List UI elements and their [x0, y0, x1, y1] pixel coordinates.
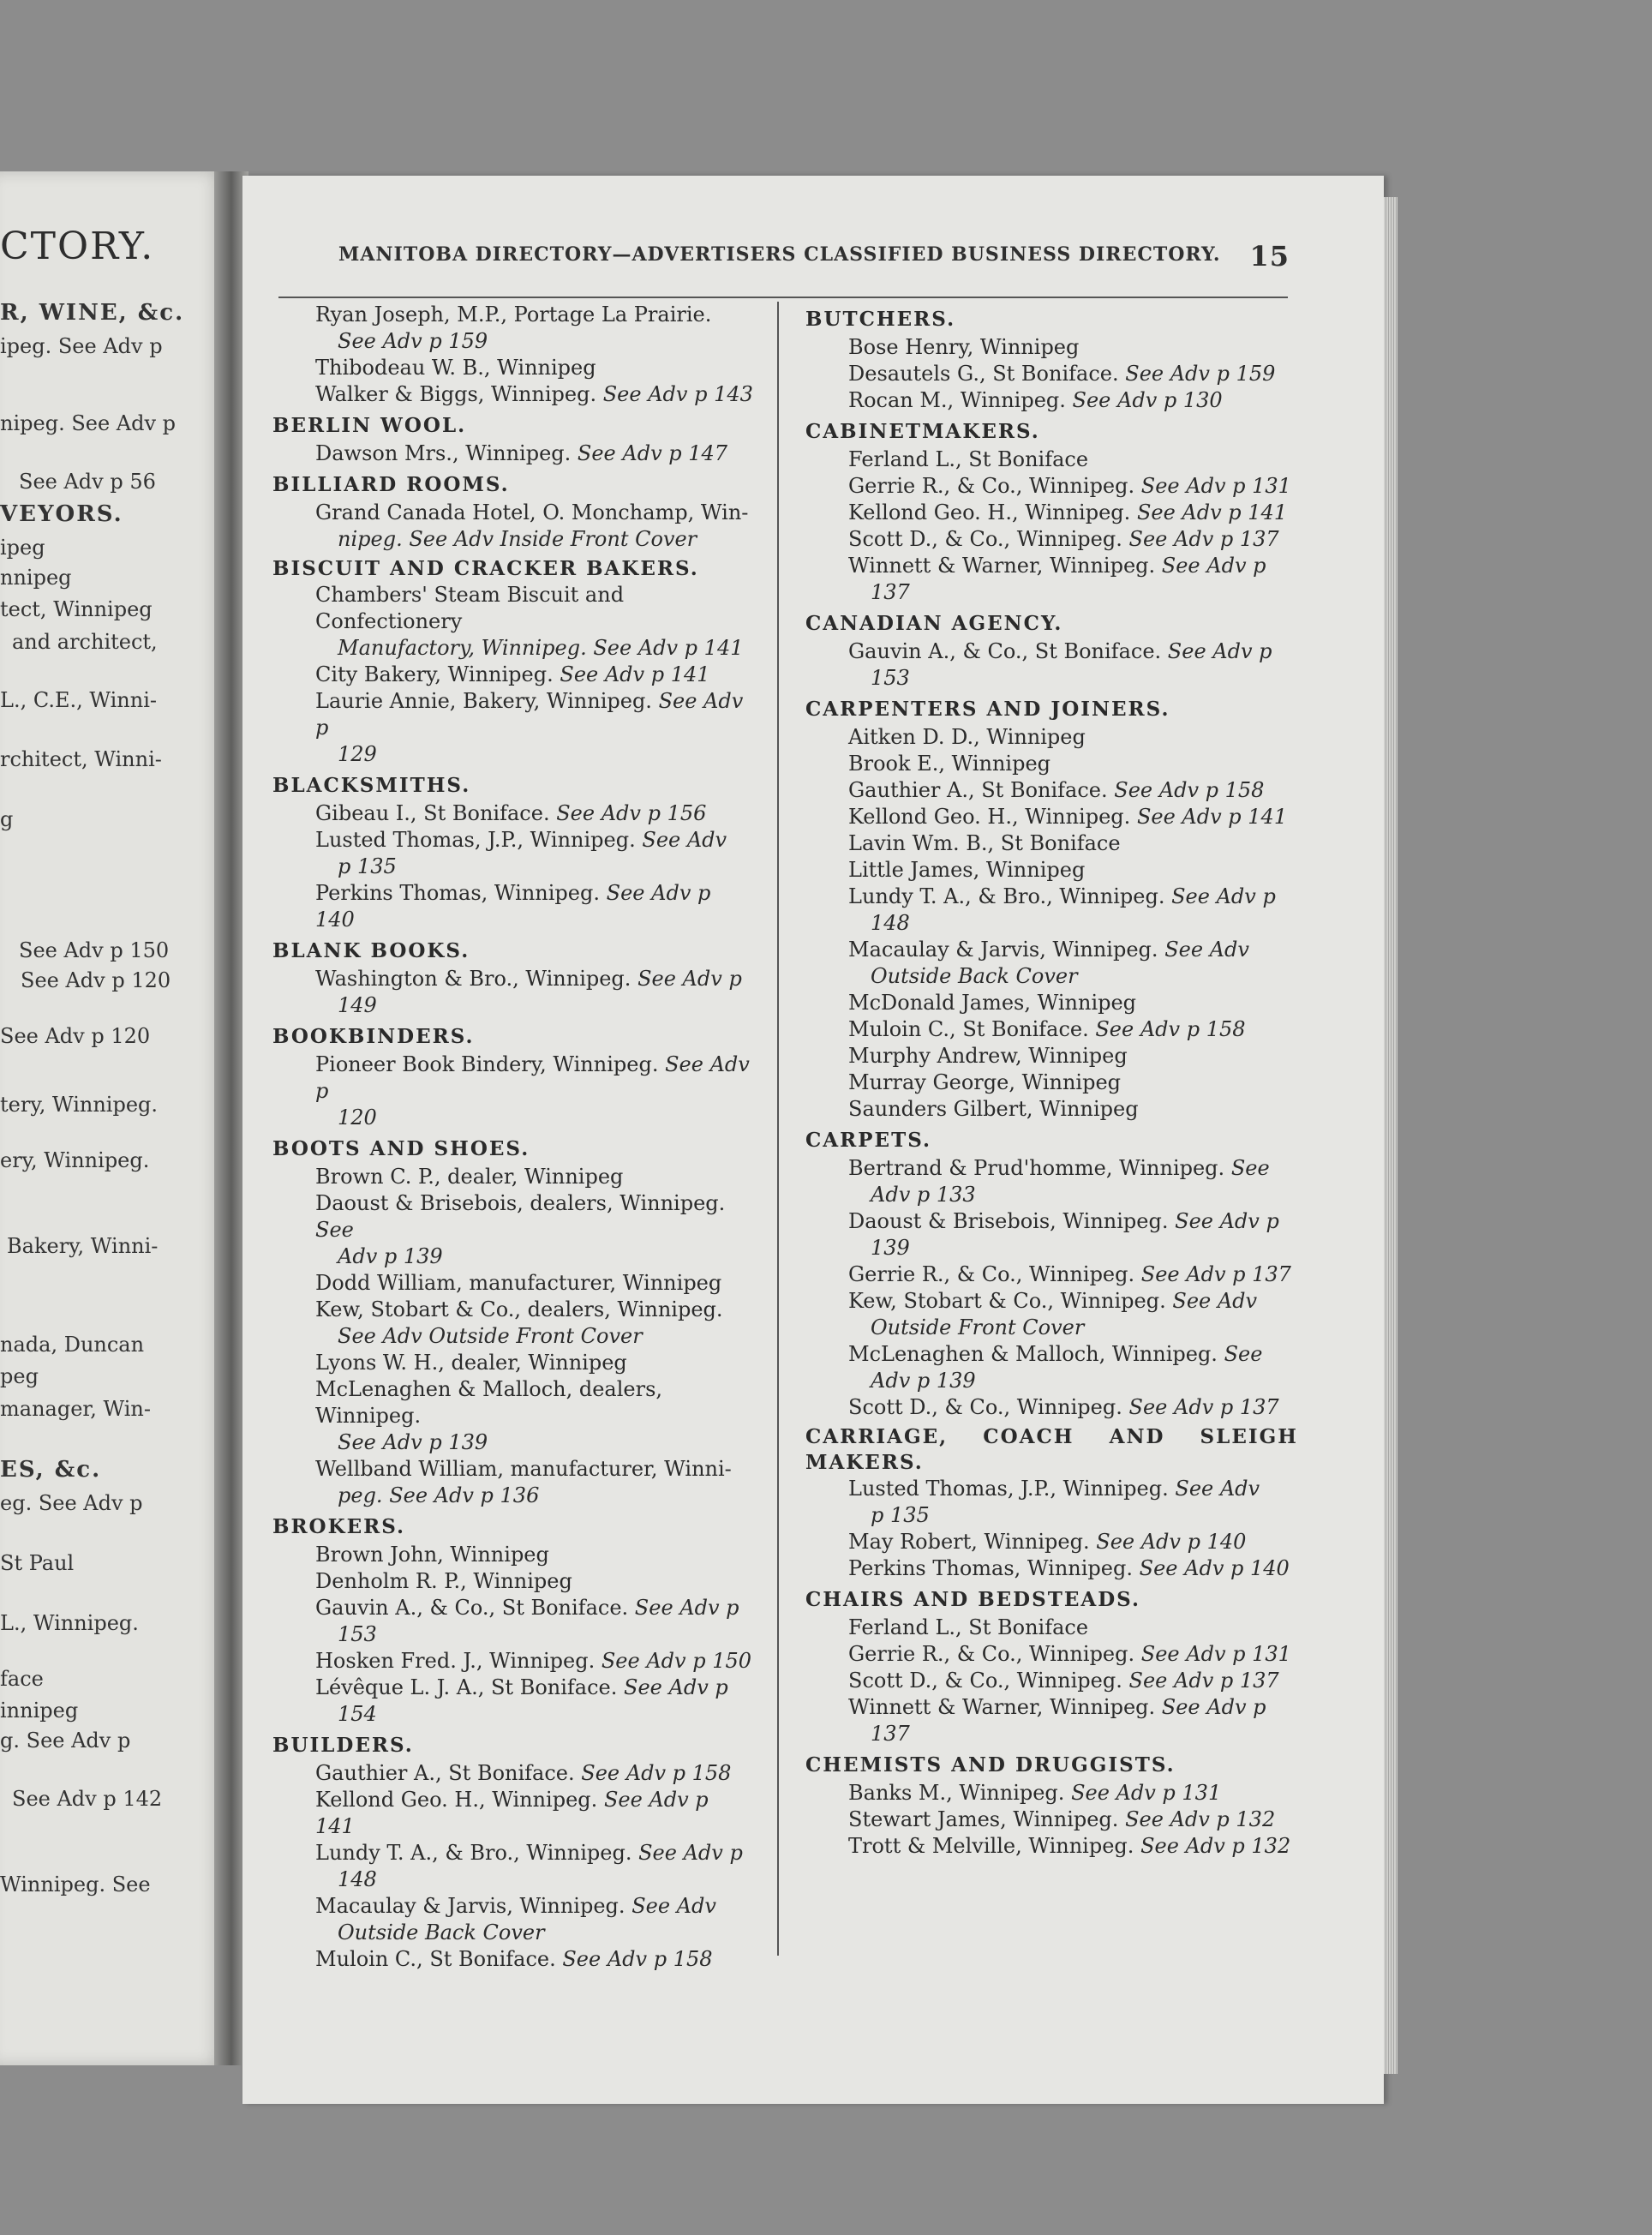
directory-entry [805, 526, 1298, 553]
left-page-line: See Adv p 120 [0, 1024, 151, 1048]
entry-advert-ref: See Adv p 137 [1128, 1669, 1279, 1693]
left-page [0, 171, 224, 2065]
directory-entry [805, 1694, 1298, 1747]
entry-advert-ref: See Adv p 140 [1096, 1530, 1247, 1554]
entry-continuation: nipeg. See Adv Inside Front Cover [338, 527, 697, 551]
left-page-line: L., Winnipeg. [0, 1611, 139, 1635]
entry-name: Banks M., Winnipeg. [848, 1781, 1065, 1805]
entry-advert-ref: See Adv p 156 [556, 801, 707, 825]
entry-continuation: p 135 [871, 1503, 930, 1527]
directory-section [272, 302, 754, 408]
entry-name: Brown John, Winnipeg [315, 1543, 549, 1567]
entry-name: Winnett & Warner, Winnipeg. [848, 554, 1156, 578]
entry-name: Laurie Annie, Bakery, Winnipeg. [315, 689, 652, 713]
entry-name: Lundy T. A., & Bro., Winnipeg. [848, 884, 1165, 908]
entry-name: Daoust & Brisebois, Winnipeg. [848, 1209, 1169, 1233]
directory-entry [272, 1787, 754, 1840]
directory-entry [805, 1833, 1298, 1860]
entry-advert-ref: See Adv p 141 [1136, 500, 1288, 524]
entry-advert-ref: See Adv p 130 [1072, 388, 1223, 412]
left-page-line: ery, Winnipeg. [0, 1148, 150, 1172]
directory-section [272, 1728, 754, 1973]
entry-continuation: 137 [871, 580, 910, 604]
directory-entry [272, 827, 754, 880]
directory-section [272, 933, 754, 1019]
section-heading: BILLIARD ROOMS. [272, 473, 510, 496]
left-page-line: tery, Winnipeg. [0, 1093, 159, 1117]
entry-name: Walker & Biggs, Winnipeg. [315, 382, 597, 406]
directory-entry [272, 662, 754, 688]
directory-entry [805, 830, 1298, 857]
entry-advert-ref: See Adv [631, 1894, 716, 1918]
entry-advert-ref: See Adv p 137 [1128, 1395, 1279, 1419]
directory-entry [272, 1648, 754, 1675]
entry-name: Grand Canada Hotel, O. Monchamp, Win- [315, 500, 749, 524]
column-rule [777, 302, 779, 1956]
left-page-line: See Adv p 150 [19, 938, 170, 962]
entry-name: Murray George, Winnipeg [848, 1070, 1122, 1094]
entry-advert-ref: See Adv p [1161, 554, 1266, 578]
entry-name: Gerrie R., & Co., Winnipeg. [848, 474, 1135, 498]
header-rule [278, 297, 1288, 298]
left-page-line: g [0, 807, 14, 831]
entry-name: Hosken Fred. J., Winnipeg. [315, 1649, 596, 1673]
entry-name: Desautels G., St Boniface. [848, 362, 1119, 386]
directory-entry [805, 937, 1298, 990]
directory-entry [805, 1668, 1298, 1694]
entry-continuation: Adv p 139 [871, 1369, 976, 1393]
left-page-line: nipeg. See Adv p [0, 411, 177, 435]
entry-name: Macaulay & Jarvis, Winnipeg. [848, 938, 1158, 962]
section-heading: BERLIN WOOL. [272, 414, 467, 437]
entry-advert-ref: See Adv p 147 [577, 441, 728, 465]
entry-name: Lusted Thomas, J.P., Winnipeg. [848, 1477, 1169, 1501]
entry-name: Lévêque L. J. A., St Boniface. [315, 1675, 618, 1699]
entry-name: Muloin C., St Boniface. [315, 1947, 556, 1971]
entry-name: Kellond Geo. H., Winnipeg. [848, 805, 1131, 829]
entry-name: Lavin Wm. B., St Boniface [848, 831, 1121, 855]
directory-section [272, 1131, 754, 1509]
entry-continuation: 149 [338, 993, 377, 1017]
directory-entry [272, 1350, 754, 1376]
directory-entry [805, 1043, 1298, 1070]
entry-continuation: Outside Back Cover [338, 1920, 545, 1944]
entry-name: Pioneer Book Bindery, Winnipeg. [315, 1052, 659, 1076]
directory-section [272, 1019, 754, 1131]
entry-advert-ref: See Adv p 141 [1136, 805, 1288, 829]
entry-name: Rocan M., Winnipeg. [848, 388, 1066, 412]
directory-entry [805, 1476, 1298, 1529]
directory-entry [805, 1529, 1298, 1555]
directory-section [272, 467, 754, 553]
entry-advert-ref: See Adv p [638, 1841, 743, 1865]
directory-entry [272, 1052, 754, 1131]
left-page-line: face [0, 1667, 44, 1691]
entry-advert-ref: See Adv p [1161, 1695, 1266, 1719]
entry-name: Trott & Melville, Winnipeg. [848, 1834, 1134, 1858]
left-page-line: innipeg [0, 1699, 79, 1723]
entry-advert-ref: See Adv p [637, 967, 742, 991]
directory-entry [272, 582, 754, 662]
left-page-line: tect, Winnipeg [0, 597, 153, 621]
directory-entry [272, 688, 754, 768]
entry-continuation: Manufactory, Winnipeg. See Adv p 141 [338, 636, 744, 660]
entry-advert-ref: See Adv [1175, 1477, 1260, 1501]
left-page-line: eg. See Adv p [0, 1491, 143, 1515]
entry-advert-ref: See [1224, 1342, 1263, 1366]
section-heading: BUTCHERS. [805, 308, 956, 331]
entry-advert-ref: See Adv p 150 [601, 1649, 752, 1673]
entry-advert-ref: See Adv [1164, 938, 1249, 962]
entry-name: Dawson Mrs., Winnipeg. [315, 441, 572, 465]
entry-name: May Robert, Winnipeg. [848, 1530, 1090, 1554]
directory-entry [272, 381, 754, 408]
directory-section [805, 302, 1298, 414]
entry-advert-ref: See Adv p [634, 1596, 739, 1620]
section-heading: CARPETS. [805, 1129, 932, 1152]
directory-section [805, 414, 1298, 606]
entry-name: Brown C. P., dealer, Winnipeg [315, 1165, 624, 1189]
directory-section [272, 768, 754, 933]
entry-advert-ref: See Adv p 158 [1095, 1017, 1246, 1041]
directory-entry [805, 1780, 1298, 1807]
left-page-line: ipeg. See Adv p [0, 334, 163, 358]
entry-advert-ref: See Adv p 141 [560, 662, 710, 686]
entry-name: McLenaghen & Malloch, dealers, Winnipeg. [315, 1377, 663, 1428]
entry-advert-ref: See Adv p [315, 1052, 750, 1103]
directory-entry [272, 1760, 754, 1787]
entry-name: Aitken D. D., Winnipeg [848, 725, 1086, 749]
entry-advert-ref: See Adv p 158 [581, 1761, 732, 1785]
directory-section [805, 1421, 1298, 1582]
directory-section [805, 1123, 1298, 1421]
section-heading: BUILDERS. [272, 1734, 414, 1757]
directory-entry [805, 857, 1298, 884]
directory-entry [805, 334, 1298, 361]
entry-name: Thibodeau W. B., Winnipeg [315, 356, 596, 380]
entry-continuation: Outside Front Cover [871, 1315, 1085, 1339]
section-heading: BOOTS AND SHOES. [272, 1137, 530, 1160]
entry-continuation: Outside Back Cover [871, 964, 1078, 988]
section-heading: CARPENTERS AND JOINERS. [805, 698, 1170, 721]
directory-entry [272, 500, 754, 553]
entry-name: McDonald James, Winnipeg [848, 991, 1137, 1015]
directory-column-right [805, 302, 1298, 1860]
entry-name: Dodd William, manufacturer, Winnipeg [315, 1271, 722, 1295]
section-heading: BROKERS. [272, 1515, 406, 1538]
directory-entry [805, 1070, 1298, 1096]
entry-continuation: See Adv Outside Front Cover [338, 1324, 643, 1348]
entry-name: Ferland L., St Boniface [848, 447, 1089, 471]
directory-entry [805, 804, 1298, 830]
entry-name: City Bakery, Winnipeg. [315, 662, 554, 686]
directory-entry [272, 800, 754, 827]
entry-continuation: Adv p 139 [338, 1244, 443, 1268]
section-heading: BLANK BOOKS. [272, 939, 470, 962]
directory-entry [805, 1096, 1298, 1123]
entry-name: Macaulay & Jarvis, Winnipeg. [315, 1894, 625, 1918]
directory-section [272, 408, 754, 467]
entry-advert-ref: See Adv p 141 [315, 1788, 709, 1838]
entry-continuation: p 135 [338, 854, 397, 878]
section-heading: CABINETMAKERS. [805, 420, 1040, 443]
entry-name: Winnett & Warner, Winnipeg. [848, 1695, 1156, 1719]
entry-advert-ref: See Adv p [1175, 1209, 1279, 1233]
page-number: 15 [1249, 240, 1290, 273]
directory-entry [272, 880, 754, 933]
entry-name: Washington & Bro., Winnipeg. [315, 967, 631, 991]
entry-advert-ref: See Adv p 159 [1125, 362, 1276, 386]
entry-advert-ref: See Adv p 158 [562, 1947, 713, 1971]
entry-name: Perkins Thomas, Winnipeg. [848, 1556, 1133, 1580]
entry-continuation: peg. See Adv p 136 [338, 1483, 540, 1507]
entry-name: Scott D., & Co., Winnipeg. [848, 1669, 1122, 1693]
directory-entry [805, 1615, 1298, 1641]
directory-entry [272, 1595, 754, 1648]
entry-advert-ref: See [315, 1218, 354, 1242]
entry-name: Gerrie R., & Co., Winnipeg. [848, 1262, 1135, 1286]
directory-entry [805, 638, 1298, 692]
left-page-line: Bakery, Winni- [7, 1234, 159, 1258]
section-heading: CHEMISTS AND DRUGGISTS. [805, 1753, 1176, 1777]
directory-entry [805, 1208, 1298, 1261]
running-head [338, 240, 1290, 274]
directory-column-left [272, 302, 754, 1973]
entry-name: Wellband William, manufacturer, Winni- [315, 1457, 732, 1481]
entry-continuation: 153 [871, 666, 910, 690]
entry-advert-ref: See [1230, 1156, 1270, 1180]
entry-name: Stewart James, Winnipeg. [848, 1807, 1119, 1831]
section-heading: CARRIAGE, COACH AND SLEIGH MAKERS. [805, 1425, 1298, 1474]
entry-advert-ref: See Adv [1172, 1289, 1258, 1313]
left-page-line: See Adv p 56 [19, 470, 156, 494]
entry-name: Ryan Joseph, M.P., Portage La Prairie. [315, 303, 712, 327]
entry-name: Gibeau I., St Boniface. [315, 801, 550, 825]
left-page-line: St Paul [0, 1551, 75, 1575]
directory-section [805, 606, 1298, 692]
left-page-line: g. See Adv p [0, 1729, 131, 1753]
left-page-line: manager, Win- [0, 1397, 151, 1421]
left-page-line: peg [0, 1364, 39, 1388]
directory-entry [805, 751, 1298, 777]
entry-advert-ref: See Adv p [1167, 639, 1272, 663]
directory-entry [272, 440, 754, 467]
entry-continuation: 137 [871, 1722, 910, 1746]
left-page-line: L., C.E., Winni- [0, 688, 157, 712]
entry-name: Bertrand & Prud'homme, Winnipeg. [848, 1156, 1225, 1180]
left-page-line: rchitect, Winni- [0, 747, 162, 771]
section-heading: CANADIAN AGENCY. [805, 612, 1063, 635]
left-page-title: CTORY. [0, 225, 155, 268]
entry-advert-ref: See Adv p 143 [602, 382, 753, 406]
entry-name: Chambers' Steam Biscuit and Confectionery [315, 583, 625, 633]
entry-advert-ref: See Adv p [315, 689, 744, 740]
directory-entry [272, 302, 754, 355]
directory-entry [805, 1016, 1298, 1043]
left-page-heading: R, WINE, &c. [0, 300, 185, 326]
directory-entry [272, 1190, 754, 1270]
entry-continuation: 153 [338, 1622, 377, 1646]
entry-name: Murphy Andrew, Winnipeg [848, 1044, 1128, 1068]
directory-entry [805, 1261, 1298, 1288]
directory-entry [272, 1297, 754, 1350]
entry-name: Bose Henry, Winnipeg [848, 335, 1080, 359]
directory-entry [805, 1341, 1298, 1394]
directory-entry [805, 884, 1298, 937]
directory-entry [272, 1946, 754, 1973]
entry-advert-ref: See Adv p 137 [1140, 1262, 1291, 1286]
left-page-line: See Adv p 120 [21, 968, 171, 992]
directory-entry [805, 361, 1298, 387]
entry-continuation: 148 [338, 1867, 377, 1891]
entry-name: Muloin C., St Boniface. [848, 1017, 1089, 1041]
directory-entry [272, 1542, 754, 1568]
directory-entry [272, 1456, 754, 1509]
entry-name: Scott D., & Co., Winnipeg. [848, 1395, 1122, 1419]
left-page-line: See Adv p 142 [12, 1787, 163, 1811]
entry-continuation: 129 [338, 742, 377, 766]
left-page-line: nnipeg [0, 566, 72, 590]
entry-continuation: 154 [338, 1702, 377, 1726]
directory-entry [805, 1155, 1298, 1208]
left-page-line: ipeg [0, 536, 45, 560]
left-page-heading: VEYORS. [0, 501, 123, 527]
directory-entry [272, 1270, 754, 1297]
entry-name: Little James, Winnipeg [848, 858, 1086, 882]
entry-advert-ref: See Adv p 140 [315, 881, 711, 932]
entry-continuation: 139 [871, 1236, 910, 1260]
directory-entry [805, 724, 1298, 751]
section-heading: BLACKSMITHS. [272, 774, 471, 797]
left-page-heading: ES, &c. [0, 1457, 102, 1483]
entry-name: Brook E., Winnipeg [848, 752, 1051, 776]
directory-entry [272, 1675, 754, 1728]
directory-entry [805, 1288, 1298, 1341]
entry-name: Lundy T. A., & Bro., Winnipeg. [315, 1841, 632, 1865]
page-edge [1384, 197, 1398, 2074]
section-heading: BOOKBINDERS. [272, 1025, 475, 1048]
entry-name: Kew, Stobart & Co., Winnipeg. [848, 1289, 1166, 1313]
entry-name: Scott D., & Co., Winnipeg. [848, 527, 1122, 551]
running-head-title: MANITOBA DIRECTORY—ADVERTISERS CLASSIFIED BUSINESS DIRECTORY. [338, 243, 1221, 266]
directory-entry [805, 1394, 1298, 1421]
entry-name: Kellond Geo. H., Winnipeg. [848, 500, 1131, 524]
directory-entry [272, 966, 754, 1019]
entry-advert-ref: See Adv p 132 [1140, 1834, 1291, 1858]
directory-entry [805, 777, 1298, 804]
directory-entry [805, 500, 1298, 526]
section-heading: CHAIRS AND BEDSTEADS. [805, 1588, 1140, 1611]
left-page-line: nada, Duncan [0, 1333, 145, 1357]
directory-entry [805, 473, 1298, 500]
directory-entry [272, 1568, 754, 1595]
directory-entry [805, 1555, 1298, 1582]
entry-advert-ref: See Adv p 140 [1139, 1556, 1290, 1580]
entry-name: Lyons W. H., dealer, Winnipeg [315, 1351, 627, 1375]
left-page-line: and architect, [12, 630, 158, 654]
section-heading: BISCUIT AND CRACKER BAKERS. [272, 557, 699, 580]
directory-section [272, 1509, 754, 1728]
entry-name: Denholm R. P., Winnipeg [315, 1569, 572, 1593]
entry-advert-ref: See Adv p 131 [1071, 1781, 1222, 1805]
entry-name: Gauvin A., & Co., St Boniface. [848, 639, 1162, 663]
entry-name: McLenaghen & Malloch, Winnipeg. [848, 1342, 1218, 1366]
directory-entry [805, 1807, 1298, 1833]
entry-continuation: Adv p 133 [871, 1183, 976, 1207]
directory-entry [805, 387, 1298, 414]
entry-continuation: See Adv p 159 [338, 329, 488, 353]
entry-continuation: 148 [871, 911, 910, 935]
entry-name: Saunders Gilbert, Winnipeg [848, 1097, 1139, 1121]
entry-name: Kellond Geo. H., Winnipeg. [315, 1788, 598, 1812]
entry-name: Daoust & Brisebois, dealers, Winnipeg. [315, 1191, 726, 1215]
entry-name: Perkins Thomas, Winnipeg. [315, 881, 600, 905]
directory-entry [805, 553, 1298, 606]
directory-section [805, 1582, 1298, 1747]
entry-name: Kew, Stobart & Co., dealers, Winnipeg. [315, 1297, 723, 1321]
directory-entry [272, 1840, 754, 1893]
entry-name: Lusted Thomas, J.P., Winnipeg. [315, 828, 636, 852]
entry-name: Gerrie R., & Co., Winnipeg. [848, 1642, 1135, 1666]
directory-section [272, 553, 754, 768]
entry-advert-ref: See Adv p 131 [1140, 1642, 1291, 1666]
entry-advert-ref: See Adv p 158 [1114, 778, 1265, 802]
entry-continuation: 120 [338, 1106, 377, 1129]
directory-entry [805, 446, 1298, 473]
entry-advert-ref: See Adv [642, 828, 727, 852]
entry-advert-ref: See Adv p [1171, 884, 1276, 908]
directory-entry [272, 1376, 754, 1456]
left-page-line: Winnipeg. See [0, 1872, 151, 1896]
directory-entry [272, 1164, 754, 1190]
directory-entry [805, 990, 1298, 1016]
entry-advert-ref: See Adv p 132 [1125, 1807, 1276, 1831]
directory-entry [272, 355, 754, 381]
entry-advert-ref: See Adv p 131 [1140, 474, 1291, 498]
directory-section [805, 1747, 1298, 1860]
directory-entry [272, 1893, 754, 1946]
entry-name: Gauvin A., & Co., St Boniface. [315, 1596, 629, 1620]
entry-name: Gauthier A., St Boniface. [848, 778, 1108, 802]
directory-entry [805, 1641, 1298, 1668]
entry-name: Gauthier A., St Boniface. [315, 1761, 575, 1785]
entry-name: Ferland L., St Boniface [848, 1615, 1089, 1639]
entry-continuation: See Adv p 139 [338, 1430, 488, 1454]
entry-advert-ref: See Adv p [624, 1675, 728, 1699]
entry-advert-ref: See Adv p 137 [1128, 527, 1279, 551]
directory-section [805, 692, 1298, 1123]
